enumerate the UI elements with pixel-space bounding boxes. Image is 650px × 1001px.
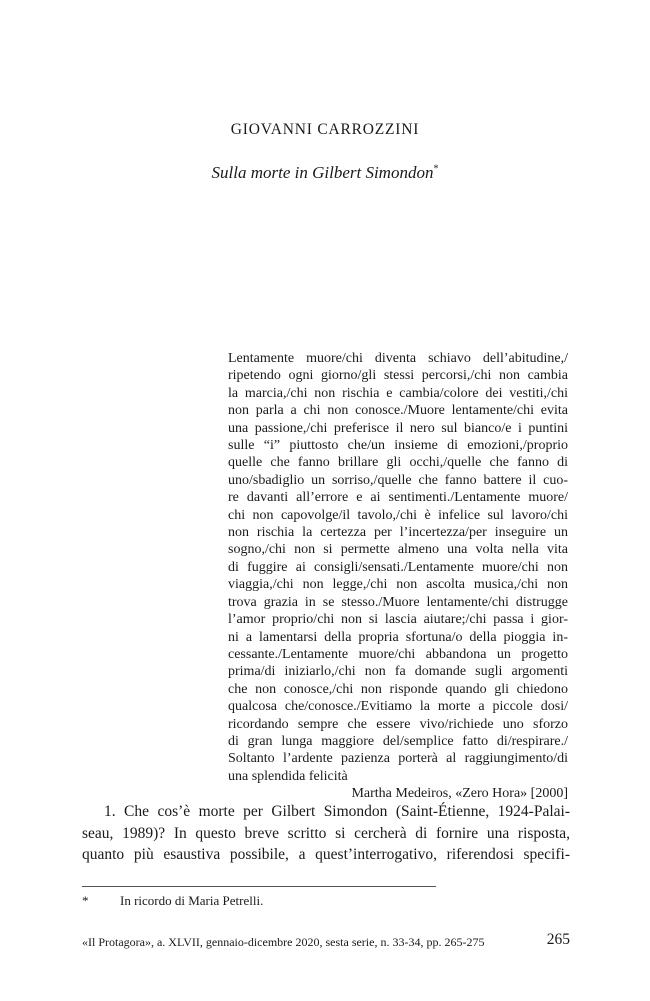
author-name: GIOVANNI CARROZZINI	[230, 121, 420, 138]
epigraph-line: che non conosce,/chi non risponde quando gli chiedono	[228, 681, 568, 697]
body-text	[82, 801, 570, 866]
title-footnote-marker[interactable]: *	[433, 163, 439, 175]
epigraph-line: ripetendo ogni giorno/gli stessi percorsi,/chi non cambia	[228, 368, 568, 384]
epigraph-line: di gran lunga maggiore del/semplice fatto di/respirare./	[228, 733, 568, 749]
footnote-separator	[82, 886, 436, 887]
epigraph-line: quelle che fanno brillare gli occhi,/quelle che fanno di	[228, 455, 568, 471]
epigraph-line: Lentamente muore/chi diventa schiavo dell’abitudine,/	[228, 351, 568, 366]
body-line: seau, 1989)? In questo breve scritto si cercherà di fornire una risposta,	[82, 824, 570, 842]
article-title	[0, 163, 650, 183]
epigraph-line: di fuggire ai consigli/sensati./Lentamente muore/chi non	[228, 559, 568, 575]
epigraph-line: uno/sbadiglio un sorriso,/quelle che fanno battere il cuo-	[228, 472, 568, 488]
epigraph-line: ni a lamentarsi della propria sfortuna/o della pioggia in-	[228, 629, 568, 645]
epigraph-line: sogno,/chi non si permette almeno una volta nella vita	[228, 542, 568, 558]
epigraph-line: chi non capovolge/il tavolo,/chi è infelice sul lavoro/chi	[228, 507, 568, 523]
epigraph-line: non parla a chi non conosce./Muore lentamente/chi evita	[228, 403, 568, 419]
epigraph-attribution: Martha Medeiros, «Zero Hora» [2000]	[351, 786, 568, 802]
epigraph-line: una splendida felicità	[228, 768, 348, 784]
epigraph-line: ricordando sempre che essere vivo/richiede uno sforzo	[228, 716, 568, 732]
footnote-marker: *	[82, 893, 89, 908]
article-title-text: Sulla morte in Gilbert Simondon	[211, 163, 434, 182]
epigraph-line: l’amor proprio/chi non si lascia aiutare;/chi passa i gior-	[228, 612, 568, 628]
epigraph-line: la marcia,/chi non rischia e cambia/colore dei vestiti,/chi	[228, 385, 568, 401]
epigraph-line: viaggia,/chi non legge,/chi non ascolta musica,/chi non	[228, 577, 568, 593]
epigraph-line: re davanti all’errore e ai sentimenti./Lentamente muore/	[228, 490, 568, 506]
epigraph-line: non rischia la certezza per l’incertezza/per inseguire un	[228, 525, 568, 541]
epigraph-line: trova grazia in se stesso./Muore lentamente/chi distrugge	[228, 594, 568, 610]
epigraph-line: una passione,/chi preferisce il nero sul bianco/e i puntini	[228, 420, 568, 436]
epigraph	[228, 350, 568, 803]
epigraph-line: prima/di iniziarlo,/chi non fa domande sugli argomenti	[228, 664, 568, 680]
epigraph-line: Soltanto l’ardente pazienza porterà al raggiungimento/di	[228, 751, 568, 767]
footnote-text: In ricordo di Maria Petrelli.	[120, 893, 264, 908]
page-number: 265	[546, 931, 570, 948]
body-line: quanto più esaustiva possibile, a quest’interrogativo, riferendosi specifi-	[82, 846, 570, 864]
epigraph-line: qualcosa che/conosce./Evitiamo la morte a piccole dosi/	[228, 699, 568, 715]
journal-reference: «Il Protagora», a. XLVII, gennaio-dicembre 2020, sesta serie, n. 33-34, pp. 265-275	[82, 935, 485, 949]
epigraph-line: cessante./Lentamente muore/chi abbandona un progetto	[228, 646, 568, 662]
body-line: 1. Che cos’è morte per Gilbert Simondon (Saint-Étienne, 1924-Palai-	[104, 803, 570, 820]
footnote	[82, 893, 263, 909]
epigraph-line: sulle “i” piuttosto che/un insieme di emozioni,/proprio	[228, 438, 568, 454]
